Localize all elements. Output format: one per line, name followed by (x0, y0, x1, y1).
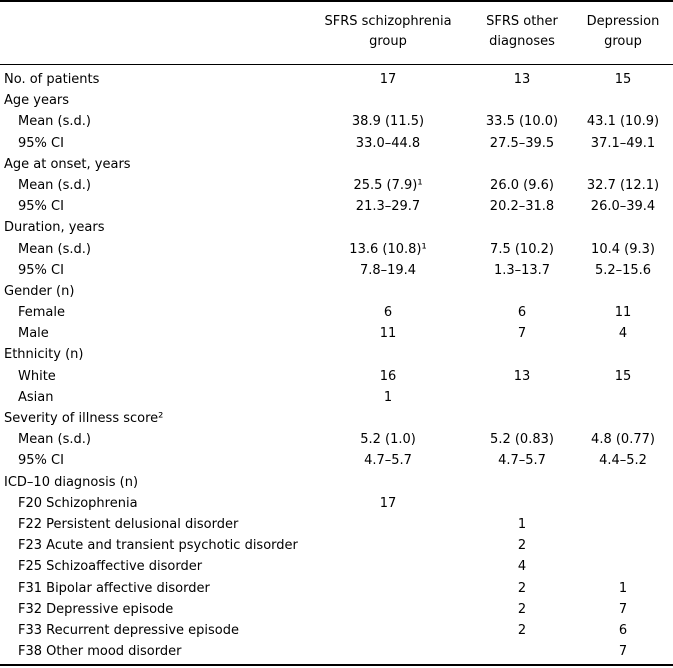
table-row (0, 641, 673, 662)
row-label: Age at onset, years (4, 156, 131, 172)
cell-value: 26.0 (9.6) (490, 177, 554, 193)
table-row (0, 302, 673, 323)
table-row (0, 260, 673, 281)
cell-value: 33.0–44.8 (355, 135, 421, 151)
bottom-rule (0, 664, 673, 666)
cell-value: 43.1 (10.9) (586, 114, 660, 130)
cell-value: 17 (379, 495, 397, 511)
cell-value: 2 (517, 538, 527, 554)
table-row (0, 69, 673, 90)
table-row (0, 408, 673, 429)
table-row (0, 90, 673, 111)
cell-value: 5.2 (1.0) (360, 432, 416, 448)
row-label: Duration, years (4, 220, 105, 236)
cell-value: 7 (618, 644, 628, 660)
row-sublabel: 95% CI (18, 262, 64, 278)
cell-value: 17 (379, 72, 397, 87)
row-sublabel: Asian (18, 389, 54, 405)
cell-value: 5.2–15.6 (594, 262, 652, 278)
table-row (0, 133, 673, 154)
cell-value: 1 (618, 580, 628, 596)
row-label: No. of patients (4, 72, 100, 87)
cell-value: 5.2 (0.83) (490, 432, 554, 448)
cell-value: 27.5–39.5 (489, 135, 555, 151)
row-sublabel: Female (18, 305, 66, 321)
cell-value: 13 (513, 72, 531, 87)
row-label: Gender (n) (4, 283, 75, 299)
row-sublabel: Male (18, 326, 49, 342)
table-row (0, 323, 673, 344)
cell-value: 16 (379, 368, 397, 384)
row-sublabel: 95% CI (18, 453, 64, 469)
cell-value: 4.4–5.2 (599, 453, 647, 469)
cell-value: 6 (517, 305, 527, 321)
col-header-sfrs-other (472, 12, 572, 52)
row-sublabel: F31 Bipolar affective disorder (18, 580, 210, 596)
cell-value: 32.7 (12.1) (586, 177, 660, 193)
col-header-line2: group (604, 34, 642, 49)
cell-value: 2 (517, 622, 527, 638)
row-sublabel: Mean (s.d.) (18, 177, 91, 193)
row-label: ICD–10 diagnosis (n) (4, 474, 139, 490)
table-row (0, 556, 673, 577)
cell-value: 20.2–31.8 (489, 199, 555, 215)
col-header-line1: Depression (586, 14, 660, 29)
row-sublabel: 95% CI (18, 135, 64, 151)
cell-value: 10.4 (9.3) (591, 241, 655, 257)
row-sublabel: Mean (s.d.) (18, 114, 91, 130)
table-row (0, 366, 673, 387)
row-sublabel: F33 Recurrent depressive episode (18, 622, 240, 638)
row-sublabel: F23 Acute and transient psychotic disorder (18, 538, 298, 554)
col-header-depression (576, 12, 670, 52)
row-sublabel: F20 Schizophrenia (18, 495, 138, 511)
col-header-line1: SFRS other (486, 14, 558, 29)
col-header-line2: group (369, 34, 407, 49)
row-label: Age years (4, 93, 70, 109)
cell-value: 2 (517, 580, 527, 596)
row-sublabel: Mean (s.d.) (18, 432, 91, 448)
table-row (0, 620, 673, 641)
cell-value: 33.5 (10.0) (485, 114, 559, 130)
col-header-line2: diagnoses (489, 34, 555, 49)
table-row (0, 281, 673, 302)
cell-value: 38.9 (11.5) (351, 114, 425, 130)
row-sublabel: F22 Persistent delusional disorder (18, 516, 239, 532)
cell-value: 26.0–39.4 (590, 199, 656, 215)
header-rule (0, 64, 673, 65)
row-sublabel: F38 Other mood disorder (18, 644, 182, 660)
row-sublabel: F32 Depressive episode (18, 601, 174, 617)
cell-value: 37.1–49.1 (590, 135, 656, 151)
col-header-sfrs-schizophrenia (308, 12, 468, 52)
cell-value: 7.5 (10.2) (490, 241, 554, 257)
row-sublabel: F25 Schizoaffective disorder (18, 559, 203, 575)
table-row (0, 154, 673, 175)
row-label: Ethnicity (n) (4, 347, 84, 363)
row-sublabel: Mean (s.d.) (18, 241, 91, 257)
cell-value: 6 (383, 305, 393, 321)
cell-value: 7 (618, 601, 628, 617)
demographics-table (0, 69, 673, 662)
table-row (0, 450, 673, 471)
table-row (0, 217, 673, 238)
table-row (0, 429, 673, 450)
cell-value: 11 (614, 305, 632, 321)
cell-value: 2 (517, 601, 527, 617)
table-row (0, 196, 673, 217)
cell-value: 1.3–13.7 (493, 262, 551, 278)
cell-value: 1 (517, 516, 527, 532)
cell-value: 13.6 (10.8)¹ (349, 241, 427, 257)
table-row (0, 239, 673, 260)
cell-value: 4.8 (0.77) (591, 432, 655, 448)
cell-value: 4.7–5.7 (364, 453, 412, 469)
table-row (0, 175, 673, 196)
table-row (0, 344, 673, 365)
cell-value: 15 (614, 368, 632, 384)
cell-value: 11 (379, 326, 397, 342)
table-row (0, 514, 673, 535)
cell-value: 6 (618, 622, 628, 638)
cell-value: 25.5 (7.9)¹ (353, 177, 423, 193)
table-row (0, 578, 673, 599)
cell-value: 7 (517, 326, 527, 342)
row-sublabel: 95% CI (18, 199, 64, 215)
cell-value: 15 (614, 72, 632, 87)
table-row (0, 535, 673, 556)
table-row (0, 599, 673, 620)
table-row (0, 387, 673, 408)
table-row (0, 493, 673, 514)
col-header-line1: SFRS schizophrenia (324, 14, 452, 29)
cell-value: 1 (383, 389, 393, 405)
row-label: Severity of illness score² (4, 411, 164, 426)
table-row (0, 111, 673, 132)
cell-value: 4.7–5.7 (498, 453, 546, 469)
cell-value: 21.3–29.7 (355, 199, 421, 215)
cell-value: 7.8–19.4 (359, 262, 417, 278)
table-row (0, 472, 673, 493)
cell-value: 4 (618, 326, 628, 342)
cell-value: 13 (513, 368, 531, 384)
cell-value: 4 (517, 559, 527, 575)
row-sublabel: White (18, 368, 56, 384)
top-rule (0, 0, 673, 2)
